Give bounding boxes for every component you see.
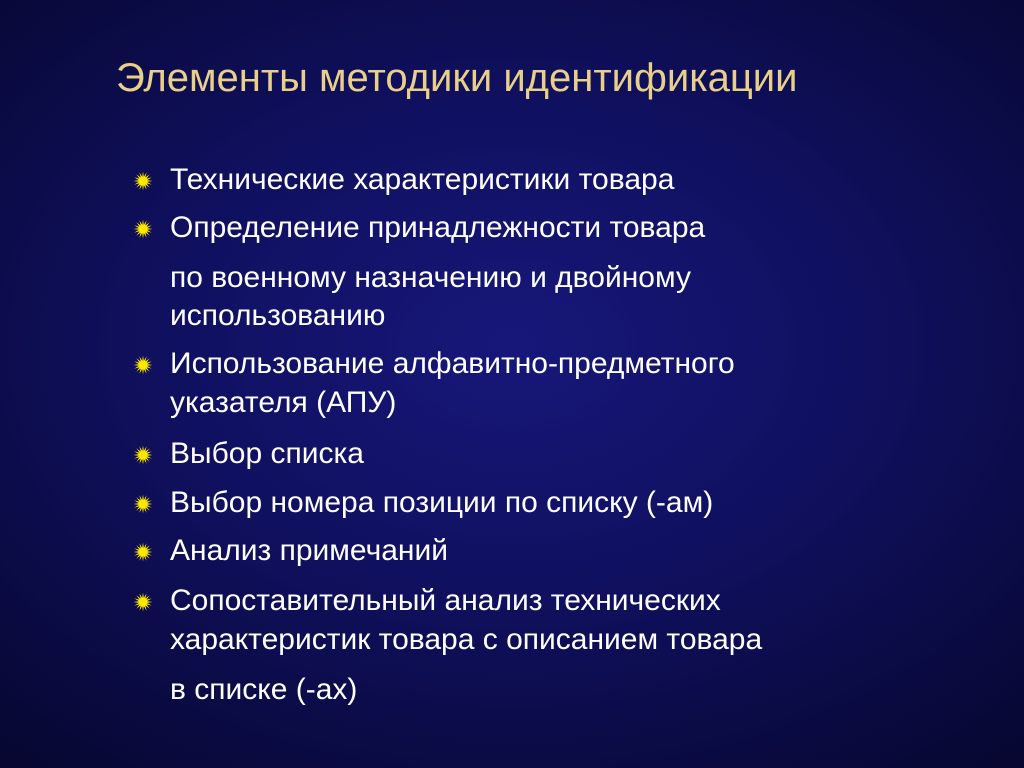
bullet-text: Использование алфавитно-предметного [170, 347, 735, 380]
slide-title: Элементы методики идентификации [116, 56, 798, 100]
bullet-text: в списке (-ах) [170, 673, 358, 706]
starburst-icon [133, 355, 153, 375]
starburst-icon [133, 445, 153, 465]
bullet-text: Сопоставительный анализ технических [170, 584, 721, 617]
starburst-icon [133, 592, 153, 612]
bullet-text: указателя (АПУ) [170, 386, 397, 419]
bullet-text: Выбор списка [170, 437, 364, 470]
bullet-text: по военному назначению и двойному [170, 261, 691, 294]
bullet-text: использованию [170, 299, 386, 332]
starburst-icon [133, 171, 153, 191]
bullet-text: Технические характеристики товара [170, 163, 675, 196]
bullet-text: Анализ примечаний [170, 534, 449, 567]
starburst-icon [133, 219, 153, 239]
bullet-text: Выбор номера позиции по списку (-ам) [170, 486, 714, 519]
starburst-icon [133, 542, 153, 562]
starburst-icon [133, 494, 153, 514]
bullet-text: характеристик товара с описанием товара [170, 623, 763, 656]
bullet-text: Определение принадлежности товара [170, 211, 706, 244]
